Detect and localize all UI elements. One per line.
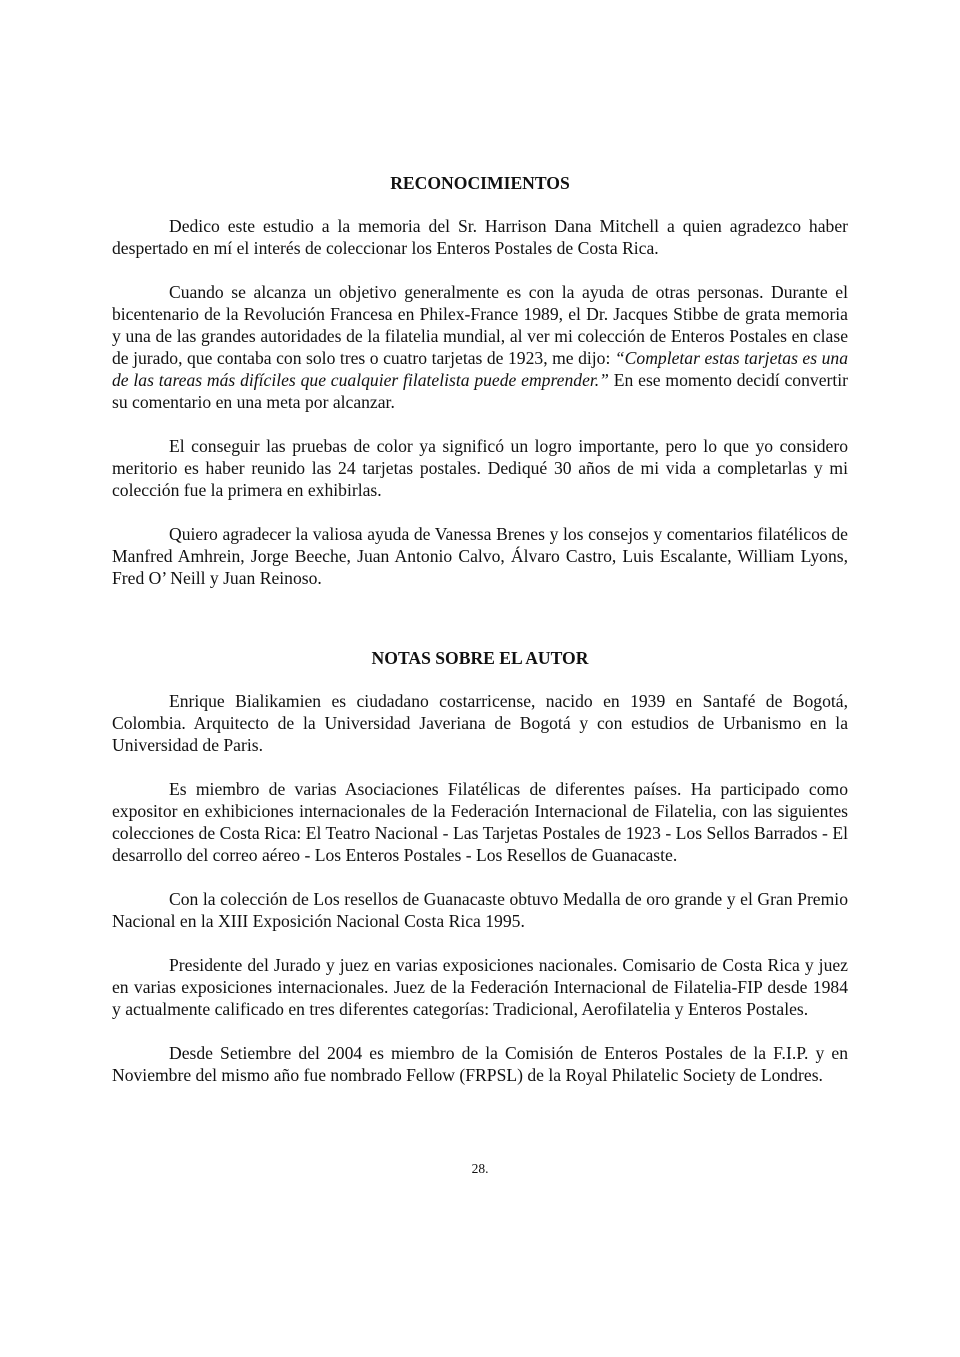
section-reconocimientos bbox=[112, 172, 848, 589]
paragraph: Quiero agradecer la valiosa ayuda de Vanessa Brenes y los consejos y comentarios filatélicos de Manfred Amhrein, Jorge Beeche, Juan Antonio Calvo, Álvaro Castro, Luis Escalante, William Lyons, Fred O’ Neill y Juan Reinoso. bbox=[112, 524, 848, 588]
paragraph-text: Cuando se alcanza un objetivo generalmente es con la ayuda de otras personas. Durante el bicentenario de la Revolución Francesa en Philex-France 1989, el Dr. Jacques Stibbe de grata memoria y una de las grandes autoridades de la filatelia mundial, al ver mi colección de Enteros Postales en clase de jurado, que contaba con solo tres o cuatro tarjetas de 1923, me dijo: bbox=[112, 282, 848, 368]
section-notas-sobre-el-autor bbox=[112, 647, 848, 1086]
page-number: 28. bbox=[471, 1161, 489, 1176]
paragraph: El conseguir las pruebas de color ya significó un logro importante, pero lo que yo considero meritorio es haber reunido las 24 tarjetas postales. Dediqué 30 años de mi vida a completarlas y mi colección fue la primera en exhibirlas. bbox=[112, 436, 848, 500]
section-title: RECONOCIMIENTOS bbox=[390, 173, 570, 193]
paragraph-text: En ese momento decidí convertir su comentario en una meta por alcanzar. bbox=[112, 370, 848, 412]
paragraph-with-quote bbox=[112, 281, 848, 413]
paragraph: Desde Setiembre del 2004 es miembro de la Comisión de Enteros Postales de la F.I.P. y en Noviembre del mismo año fue nombrado Fellow (FRPSL) de la Royal Philatelic Society de Londres. bbox=[112, 1043, 848, 1085]
section-title: NOTAS SOBRE EL AUTOR bbox=[371, 648, 589, 668]
paragraph: Presidente del Jurado y juez en varias exposiciones nacionales. Comisario de Costa Rica y juez en varias exposiciones internacionales. Juez de la Federación Internacional de Filatelia-FIP desde 1984 y actualmente calificado en tres diferentes categorías: Tradicional, Aerofilatelia y Enteros Postales. bbox=[112, 955, 848, 1019]
paragraph: Con la colección de Los resellos de Guanacaste obtuvo Medalla de oro grande y el Gran Premio Nacional en la XIII Exposición Nacional Costa Rica 1995. bbox=[112, 889, 848, 931]
paragraph: Enrique Bialikamien es ciudadano costarricense, nacido en 1939 en Santafé de Bogotá, Colombia. Arquitecto de la Universidad Javeriana de Bogotá y con estudios de Urbanismo en la Universidad de Paris. bbox=[112, 691, 848, 755]
paragraph: Dedico este estudio a la memoria del Sr. Harrison Dana Mitchell a quien agradezco haber despertado en mí el interés de coleccionar los Enteros Postales de Costa Rica. bbox=[112, 216, 848, 258]
quote-text: “Completar estas tarjetas es una de las tareas más difíciles que cualquier filatelista puede emprender.” bbox=[112, 348, 848, 390]
paragraph: Es miembro de varias Asociaciones Filatélicas de diferentes países. Ha participado como expositor en exhibiciones internacionales de la Federación Internacional de Filatelia, con las siguientes colecciones de Costa Rica: El Teatro Nacional - Las Tarjetas Postales de 1923 - Los Sellos Barrados - El desarrollo del correo aéreo - Los Enteros Postales - Los Resellos de Guanacaste. bbox=[112, 779, 848, 865]
